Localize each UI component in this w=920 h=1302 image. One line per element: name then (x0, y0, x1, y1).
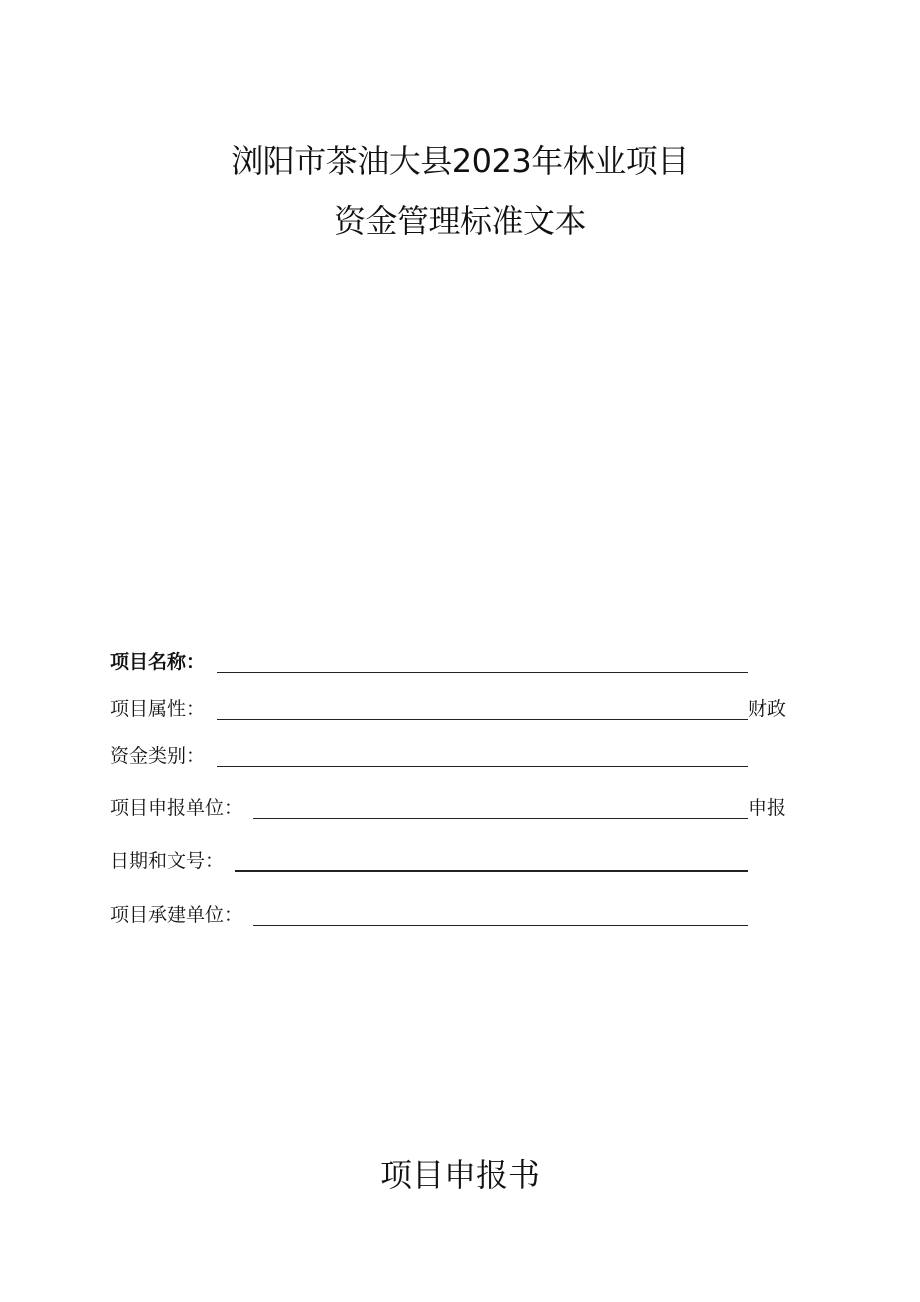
project-name-label: 项目名称： (110, 651, 206, 673)
applicant-unit-suffix: 申报 (748, 797, 787, 819)
builder-unit-blank (253, 925, 748, 926)
project-name-blank (217, 672, 748, 673)
title-line-1: 浏阳市茶油大县2023年林业项目 (231, 142, 689, 180)
project-attribute-suffix: 财政 (748, 698, 787, 720)
project-attribute-blank (217, 719, 748, 720)
date-doc-no-blank (235, 870, 748, 872)
footer-title: 项目申报书 (379, 1156, 540, 1194)
fund-category-blank (217, 766, 748, 767)
builder-unit-label: 项目承建单位： (110, 904, 244, 926)
applicant-unit-label: 项目申报单位： (110, 797, 244, 819)
project-attribute-label: 项目属性： (110, 698, 206, 720)
title-line-2: 资金管理标准文本 (333, 202, 586, 240)
date-doc-no-label: 日期和文号： (110, 850, 225, 872)
fund-category-label: 资金类别： (110, 745, 206, 767)
applicant-unit-blank (253, 818, 748, 819)
